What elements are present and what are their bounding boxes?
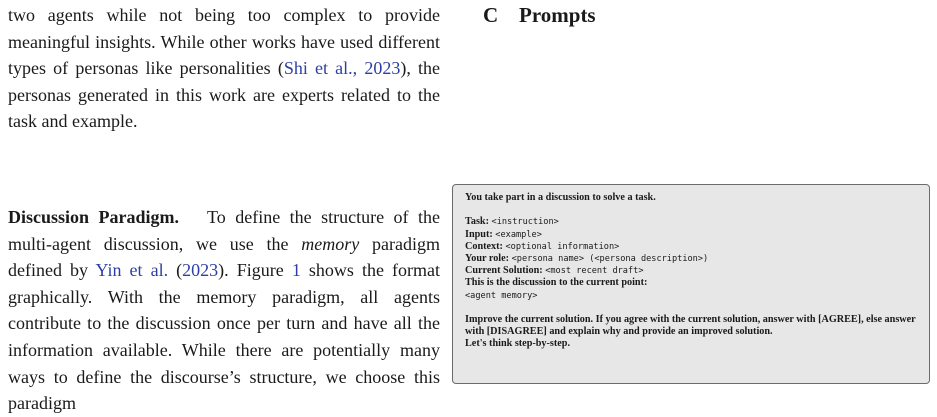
paragraph-discussion-paradigm: [8, 204, 440, 417]
citation-link[interactable]: Yin et al.: [95, 260, 169, 281]
prompt-label: Current Solution:: [465, 265, 543, 277]
prompt-solution-line: [465, 265, 920, 277]
prompt-task-line: [465, 216, 920, 228]
section-heading: [483, 3, 596, 28]
paragraph-heading: Discussion Paradigm.: [8, 207, 179, 227]
section-number: C: [483, 3, 499, 27]
paragraph-personas: [8, 2, 440, 135]
prompt-input-line: [465, 229, 920, 241]
paragraph-text: shows the format graphically. With the memory paradigm, all agents contribute to the discussion once per turn and have all the information available. While there are potentially many ways to define the discourse’s structure, we choose this paradigm: [8, 260, 441, 414]
prompt-placeholder: <example>: [495, 229, 542, 240]
citation-link[interactable]: Shi et al., 2023: [283, 58, 401, 79]
prompt-memory-placeholder: <agent memory>: [465, 290, 538, 301]
prompt-label: Your role:: [465, 253, 510, 264]
prompt-improve-instruction: Improve the current solution. If you agree with the current solution, answer with [AGREE], else answer with [DISAGREE] and explain why and provide an improved solution.: [465, 314, 916, 338]
prompt-label: Task:: [465, 216, 489, 228]
paragraph-text: (: [168, 260, 183, 281]
prompt-label: Input:: [465, 228, 493, 240]
prompt-template-box: [452, 184, 930, 384]
prompt-spacer: [465, 302, 920, 314]
prompt-discussion-label: This is the discussion to the current point:: [465, 277, 648, 289]
prompt-placeholder: <most recent draft>: [545, 266, 644, 277]
prompt-closing: Let's think step-by-step.: [465, 338, 570, 350]
section-title: Prompts: [519, 3, 596, 27]
emphasis-text: memory: [301, 233, 360, 254]
paragraph-text: two agents while not being too complex to provide meaningful insights. While other works have used different types of personas like personalities (: [8, 5, 440, 79]
paragraph-text: paradigm defined by: [8, 233, 440, 281]
prompt-placeholder: <instruction>: [491, 217, 559, 228]
figure-reference-link[interactable]: 1: [291, 260, 301, 281]
paragraph-text: ). Figure: [218, 260, 292, 281]
prompt-intro: You take part in a discussion to solve a task.: [465, 192, 656, 203]
prompt-spacer: [465, 204, 920, 216]
prompt-placeholder: <optional information>: [505, 241, 620, 252]
citation-link[interactable]: 2023: [182, 260, 219, 281]
prompt-placeholder: <persona name> (<persona description>): [511, 254, 709, 264]
prompt-label: Context:: [465, 240, 503, 252]
prompt-context-line: [465, 241, 920, 253]
prompt-role-line: [465, 253, 920, 265]
paragraph-text: ), the personas generated in this work are experts related to the task and example.: [8, 58, 441, 132]
paragraph-text: To define the structure of the multi-agent discussion, we use the: [8, 207, 440, 254]
